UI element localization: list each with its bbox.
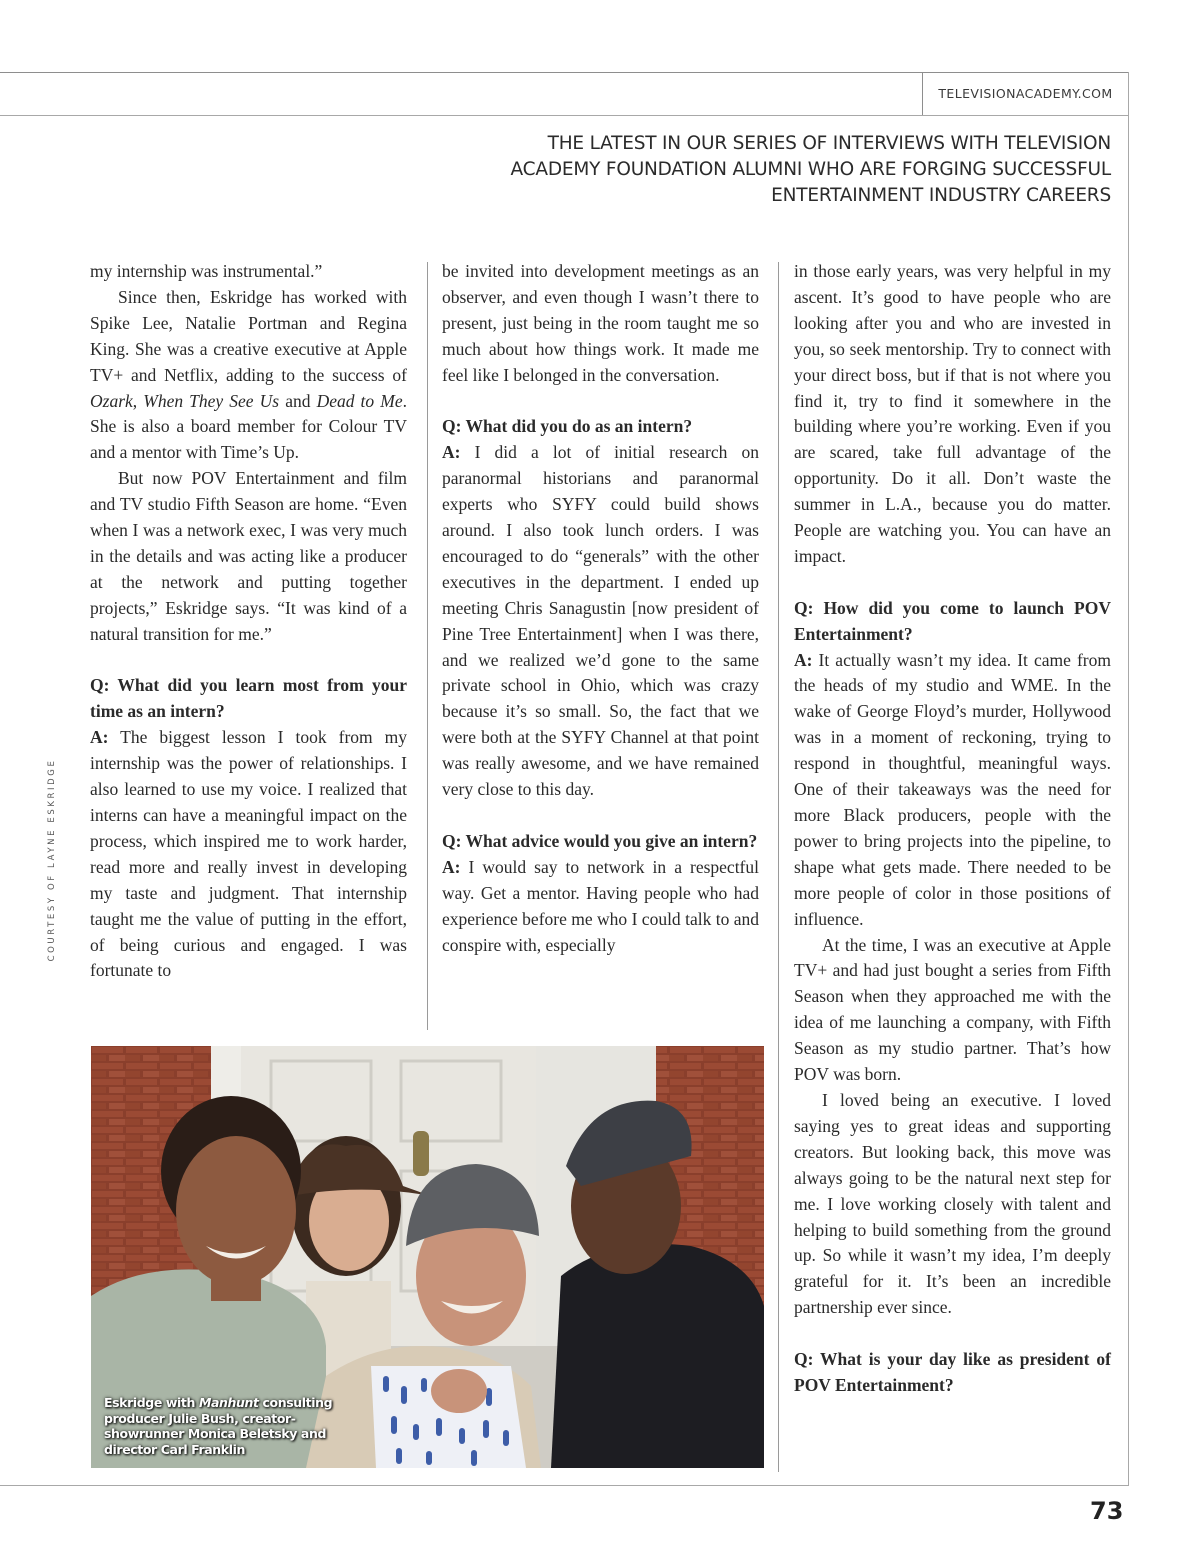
paragraph: be invited into development meetings as an observer, and even though I wasn’t there to present, just being in the room taught me so much about how things work. It made me feel like I belonged in the conversation. [442, 261, 759, 385]
page-number: 73 [1090, 1497, 1124, 1525]
photo-caption: Eskridge with Manhunt consulting producer Julie Bush, creator-showrunner Monica Beletsky and director Carl Franklin [104, 1395, 333, 1457]
group-photo [91, 1046, 764, 1468]
page-frame-bottom [0, 1485, 1129, 1486]
question-heading: Q: What is your day like as president of POV Entertainment? [794, 1349, 1111, 1395]
column-divider [778, 262, 779, 1472]
answer-paragraph: A: I did a lot of initial research on paranormal historians and paranormal experts who SYFY could build shows around. I also took lunch orders. I was encouraged to do “generals” with the other executives in the department. I ended up meeting Chris Sanagustin [now president of Pine Tree Entertainment] when I was there, and we realized we’d gone to the same private school in Ohio, which was crazy because it’s so small. So, the fact that we were both at the SYFY Channel at that point was really awesome, and we have remained very close to this day. [442, 442, 759, 800]
article-column-1 [90, 259, 407, 984]
photo-credit: COURTESY OF LAYNE ESKRIDGE [47, 758, 57, 962]
header-bottom-rule [0, 115, 1129, 116]
paragraph: in those early years, was very helpful in my ascent. It’s good to have people who are looking after you and who are invested in you, so seek mentorship. Try to connect with your direct boss, but if that is not where you find it, try to find it somewhere in the building where you’re working. Even if you are scared, take full advantage of the opportunity. Do it all. Don’t waste the summer in L.A., because you do matter. People are watching you. You can have an impact. [794, 261, 1111, 566]
page-frame-right [1128, 72, 1129, 1486]
series-deck [411, 131, 1111, 209]
answer-label: A: [794, 649, 813, 670]
show-title: Dead to Me [316, 390, 403, 411]
deck-line: THE LATEST IN OUR SERIES OF INTERVIEWS WITH TELEVISION [547, 133, 1111, 154]
question-heading: Q: What advice would you give an intern? [442, 830, 758, 851]
paragraph: my internship was instrumental.” [90, 261, 323, 281]
paragraph: But now POV Entertainment and film and TV studio Fifth Season are home. “Even when I was a network exec, I was very much in the details and was acting like a producer at the network and putting together projects,” Eskridge says. “It was kind of a natural transition for me.” [90, 468, 407, 644]
column-divider [427, 262, 428, 1030]
paragraph: Since then, Eskridge has worked with Spike Lee, Natalie Portman and Regina King. She was a creative executive at Apple TV+ and Netflix, adding to the success of Ozark, When They See Us and Dead to Me. She is also a board member for Colour TV and a mentor with Time’s Up. [90, 286, 407, 463]
answer-paragraph: A: The biggest lesson I took from my internship was the power of relationships. I also learned to use my voice. I realized that interns can have a meaningful impact on the process, which inspired me to work harder, read more and really invest in developing my taste and judgment. That internship taught me the value of putting in the effort, of being curious and engaged. I was fortunate to [90, 727, 407, 981]
answer-label: A: [442, 442, 461, 463]
show-title: Ozark [90, 390, 133, 411]
deck-line: ACADEMY FOUNDATION ALUMNI WHO ARE FORGING SUCCESSFUL [510, 159, 1111, 180]
answer-paragraph: A: It actually wasn’t my idea. It came from the heads of my studio and WME. In the wake of George Floyd’s murder, Hollywood was in a moment of reckoning, trying to respond in thoughtful, meaningful ways. One of their takeaways was the need for more Black producers, people with the power to bring projects into the pipeline, to shape what gets made. There needed to be more people of color in those positions of influence. [794, 649, 1111, 929]
question-heading: Q: What did you learn most from your time as an intern? [90, 675, 407, 722]
site-url: TELEVISIONACADEMY.COM [938, 86, 1113, 101]
answer-paragraph: A: I would say to network in a respectful way. Get a mentor. Having people who had experience before me who I could talk to and conspire with, especially [442, 856, 759, 955]
caption-show-title: Manhunt [198, 1395, 259, 1410]
show-title: When They See Us [143, 390, 280, 411]
answer-label: A: [90, 727, 109, 748]
question-heading: Q: What did you do as an intern? [442, 416, 693, 437]
deck-line: ENTERTAINMENT INDUSTRY CAREERS [771, 185, 1111, 206]
article-column-3 [794, 259, 1111, 1399]
article-column-2 [442, 259, 759, 958]
answer-label: A: [442, 856, 461, 877]
paragraph: I loved being an executive. I loved saying yes to great ideas and supporting creators. But looking back, this move was always going to be the natural next step for me. I love working closely with talent and helping to build something from the ground up. So while it wasn’t my idea, I’m deeply grateful for it. It’s been an incredible partnership ever since. [794, 1089, 1111, 1318]
paragraph: At the time, I was an executive at Apple TV+ and had just bought a series from Fifth Season when they approached me with the idea of me launching a company, with Fifth Season as my studio partner. That’s how POV was born. [794, 934, 1111, 1085]
question-heading: Q: How did you come to launch POV Entertainment? [794, 597, 1111, 644]
